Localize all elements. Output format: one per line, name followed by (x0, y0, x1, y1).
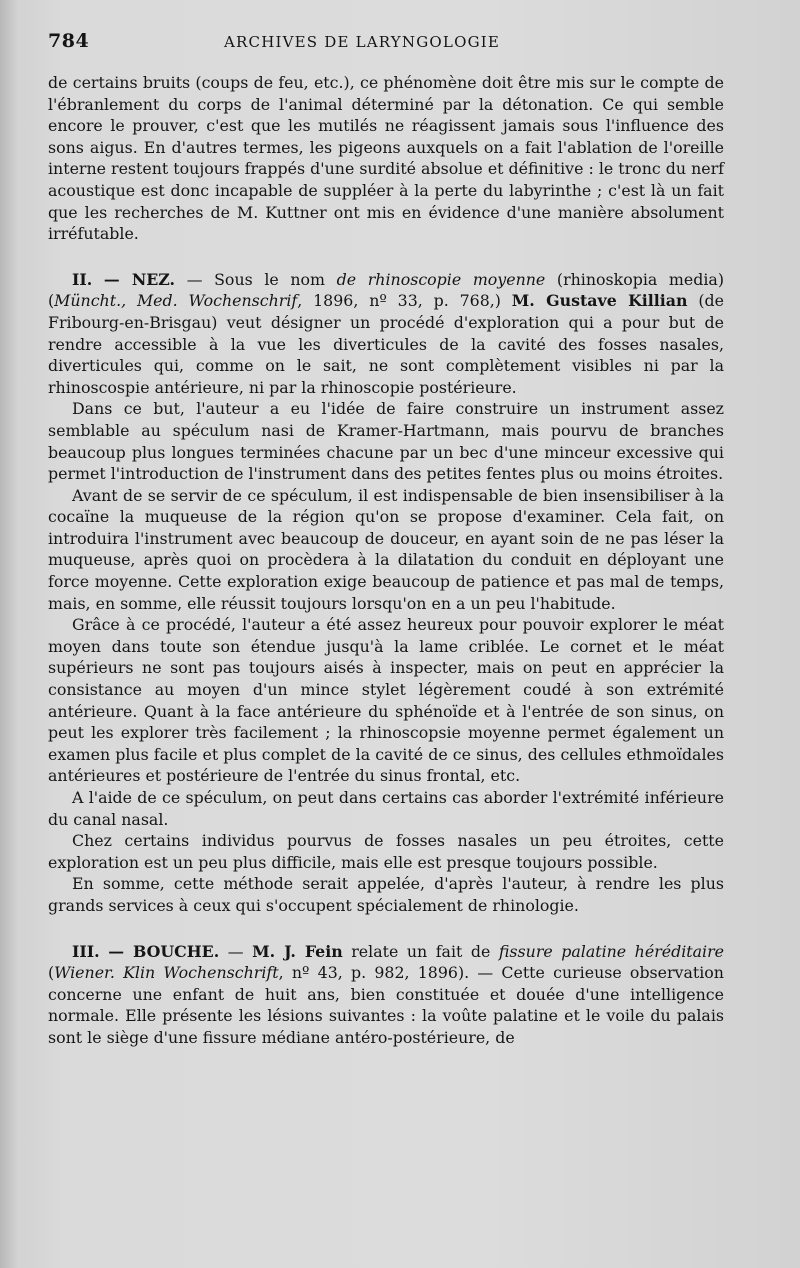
paragraph: Dans ce but, l'auteur a eu l'idée de faire construire un instrument assez semblable au spéculum nasi de Kramer-Hartmann, mais pourvu de branches beaucoup plus longues terminées chacune par un bec d'une minceur excessive qui permet l'introduction de l'instrument dans des petites fentes plus ou moins étroites. (48, 399, 724, 484)
text-run: — Sous le nom (175, 269, 337, 289)
author-name: M. Gustave Killian (511, 291, 688, 311)
section-title: — BOUCHE. (108, 941, 220, 961)
text-run: relate un fait de (342, 941, 499, 961)
section-title: — NEZ. (103, 269, 176, 289)
paragraph: Grâce à ce procédé, l'auteur a été assez heureux pour pouvoir explorer le méat moyen dans toute son étendue jusqu'à la lame criblée. Le cornet et le méat supérieurs ne sont pas toujours aisés à inspecter, mais on peut en apprécier la consistance au moyen d'un mince stylet légèrement coudé à son extrémité antérieure. Quant à la face antérieure du sphénoïde et à l'entrée de son sinus, on peut les explorer très facilement ; la rhinoscopsie moyenne permet également un examen plus facile et plus complet de la cavité de ce sinus, des cellules ethmoïdales antérieures et postérieure de l'entrée du sinus frontal, etc. (48, 615, 724, 786)
body-text (48, 72, 724, 1049)
journal-title: Müncht., Med. Wochenschrif (54, 291, 298, 311)
text-run: (rhinoskopia media) ( (48, 269, 725, 311)
paragraph: A l'aide de ce spéculum, on peut dans certains cas aborder l'extrémité inférieure du canal nasal. (48, 788, 724, 829)
intro-paragraph: de certains bruits (coups de feu, etc.), ce phénomène doit être mis sur le compte de l'ébranlement du corps de l'animal déterminé par la détonation. Ce qui semble encore le prouver, c'est que les mutilés ne réagissent jamais sous l'influence des sons aigus. En d'autres termes, les pigeons auxquels on a fait l'ablation de l'oreille interne restent toujours frappés d'une surdité absolue et définitive : le tronc du nerf acoustique est donc incapable de suppléer à la perte du labyrinthe ; c'est là un fait que les recherches de M. Kuttner ont mis en évidence d'une manière absolument irréfutable. (48, 73, 724, 244)
citation: , 1896, nº 33, p. 768,) (297, 291, 512, 311)
page-header (48, 30, 740, 56)
section-bouche-heading-paragraph (48, 941, 724, 1049)
section-number: III. (72, 941, 100, 961)
term: fissure palatine héréditaire (498, 941, 724, 961)
author-name: M. J. Fein (252, 941, 343, 961)
text-run: , nº 43, p. 982, 1896). — Cette curieuse observation concerne une enfant de huit ans, bien constituée et douée d'une intelligence normale. Elle présente les lésions suivantes : la voûte palatine et le voile du palais sont le siège d'une fissure médiane antéro-postérieure, de (48, 963, 724, 1047)
text-run: — (219, 941, 253, 961)
term: de rhinoscopie moyenne (336, 269, 546, 289)
paragraph: Avant de se servir de ce spéculum, il est indispensable de bien insensibiliser à la cocaïne la muqueuse de la région qu'on se propose d'examiner. Cela fait, on introduira l'instrument avec beaucoup de douceur, en ayant soin de ne pas léser la muqueuse, après quoi on procèdera à la dilatation du conduit en déployant une force moyenne. Cette exploration exige beaucoup de patience et pas mal de temps, mais, en somme, elle réussit toujours lorsqu'on en a un peu l'habitude. (48, 485, 724, 613)
journal-title: Wiener. Klin Wochenschrift (54, 963, 279, 983)
text-run: ( (48, 963, 55, 983)
page-binding-edge (0, 0, 20, 1268)
page-number: 784 (48, 30, 90, 52)
paragraph: En somme, cette méthode serait appelée, d'après l'auteur, à rendre les plus grands services à ceux qui s'occupent spécialement de rhinologie. (48, 874, 724, 915)
section-number: II. (72, 269, 93, 289)
paragraph: Chez certains individus pourvus de fosses nasales un peu étroites, cette exploration est un peu plus difficile, mais elle est presque toujours possible. (48, 831, 724, 872)
running-title: ARCHIVES DE LARYNGOLOGIE (224, 33, 501, 51)
section-nez-heading-paragraph (48, 269, 724, 399)
text-run: (de Fribourg-en-Brisgau) veut désigner un procédé d'exploration qui a pour but de rendre accessible à la vue les diverticules de la cavité des fosses nasales, diverticules qui, comme on le sait, ne sont complètement visibles ni par la rhinoscospie antérieure, ni par la rhinoscopie postérieure. (48, 291, 725, 397)
